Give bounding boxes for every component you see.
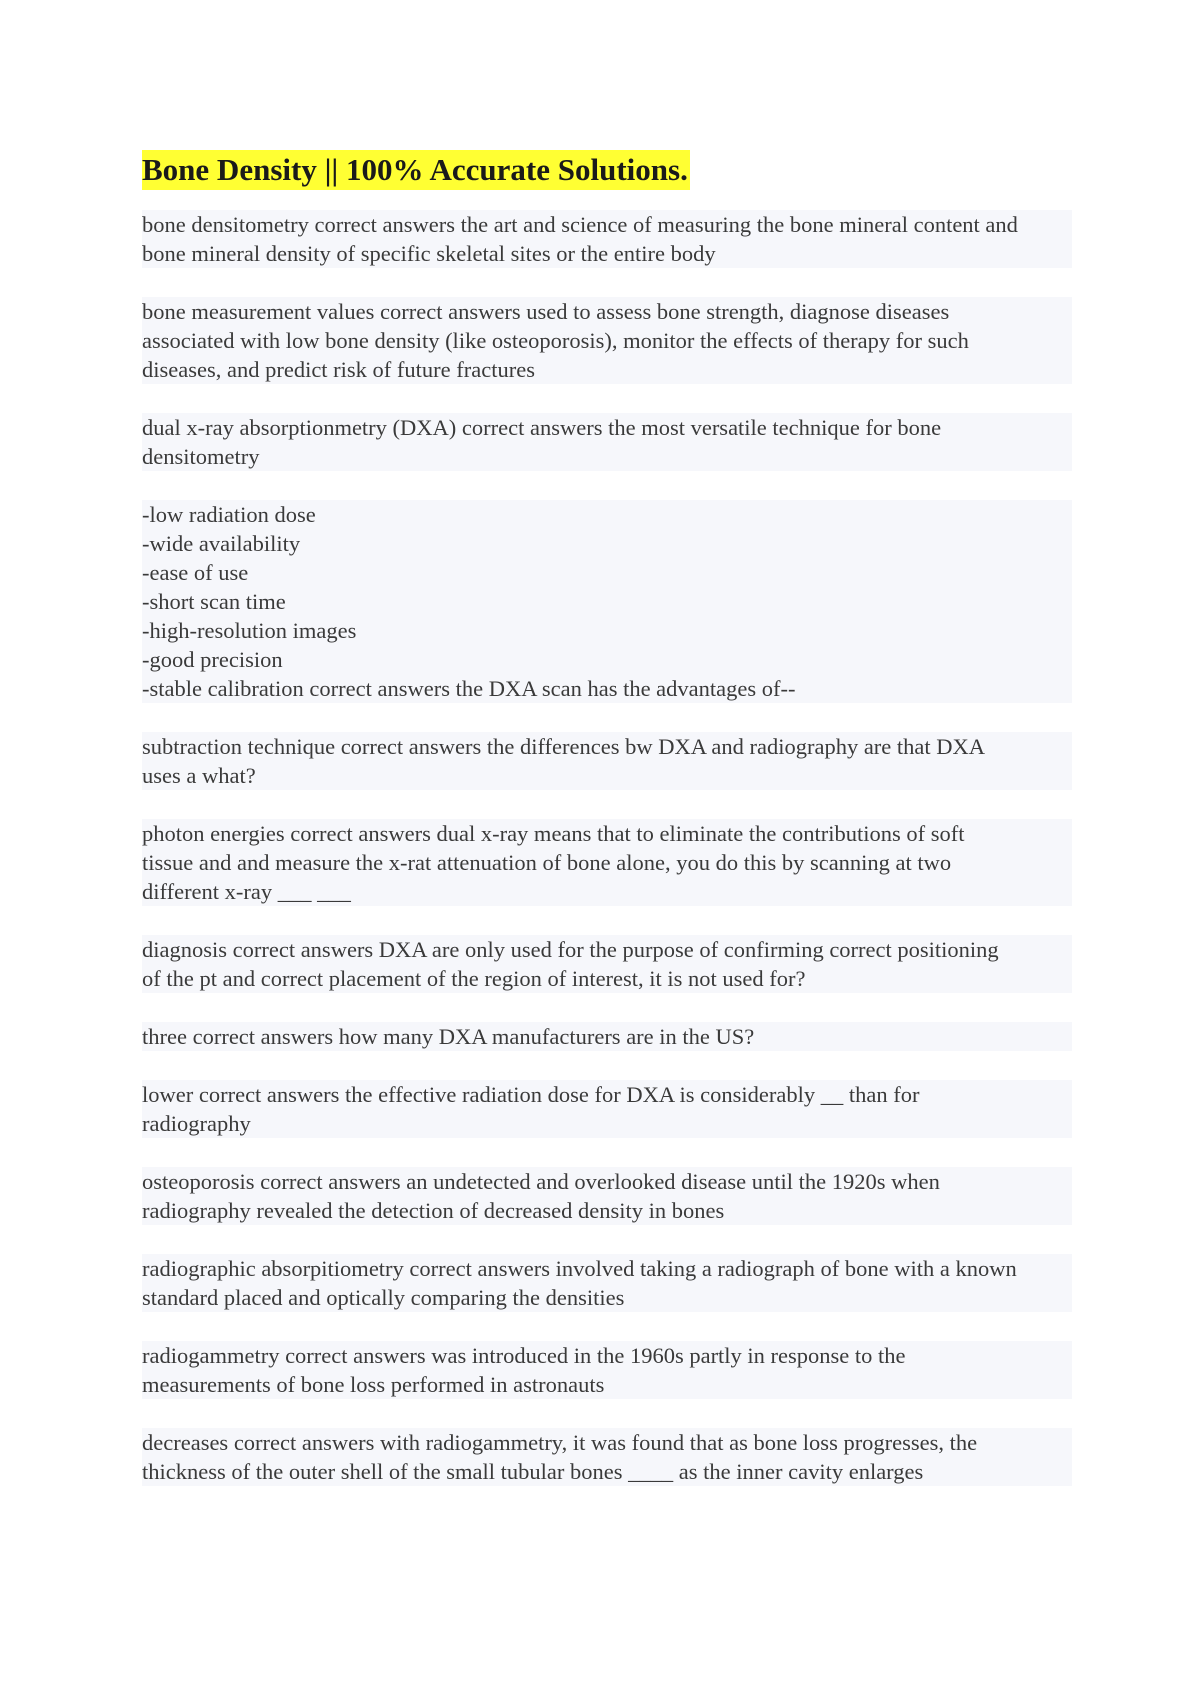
qa-entry [142,1341,1072,1399]
entry-line: bone measurement values correct answers used to assess bone strength, diagnose diseases [142,299,950,324]
list-item: -high-resolution images [142,618,357,643]
entry-line: radiogammetry correct answers was introduced in the 1960s partly in response to the [142,1343,906,1368]
qa-entry [142,819,1072,906]
list-item: -stable calibration correct answers the DXA scan has the advantages of-- [142,676,796,701]
document-page [142,150,1072,1515]
entry-line: thickness of the outer shell of the small tubular bones ____ as the inner cavity enlarges [142,1459,924,1484]
entry-line: standard placed and optically comparing the densities [142,1285,625,1310]
list-item: -short scan time [142,589,286,614]
list-item: -good precision [142,647,283,672]
qa-entry [142,732,1072,790]
qa-entry [142,1428,1072,1486]
entry-line: associated with low bone density (like osteoporosis), monitor the effects of therapy for such [142,328,969,353]
entry-line: uses a what? [142,763,256,788]
entry-line: subtraction technique correct answers the differences bw DXA and radiography are that DXA [142,734,986,759]
list-item: -low radiation dose [142,502,316,527]
entry-line: radiography [142,1111,251,1136]
qa-entry [142,413,1072,471]
list-item: -wide availability [142,531,301,556]
entry-line: osteoporosis correct answers an undetected and overlooked disease until the 1920s when [142,1169,940,1194]
entry-line: densitometry [142,444,260,469]
list-item: -ease of use [142,560,249,585]
qa-entry [142,935,1072,993]
entry-line: diagnosis correct answers DXA are only used for the purpose of confirming correct positioning [142,937,999,962]
entry-line: three correct answers how many DXA manufacturers are in the US? [142,1024,755,1049]
entry-line: tissue and and measure the x-rat attenuation of bone alone, you do this by scanning at two [142,850,952,875]
qa-entry [142,1254,1072,1312]
entry-line: dual x-ray absorptionmetry (DXA) correct answers the most versatile technique for bone [142,415,942,440]
entry-line: lower correct answers the effective radiation dose for DXA is considerably __ than for [142,1082,920,1107]
entry-line: of the pt and correct placement of the region of interest, it is not used for? [142,966,806,991]
qa-entry [142,297,1072,384]
qa-entry [142,1022,1072,1051]
entry-line: radiographic absorpitiometry correct answers involved taking a radiograph of bone with a known [142,1256,1017,1281]
entry-line: decreases correct answers with radiogammetry, it was found that as bone loss progresses, the [142,1430,978,1455]
entry-line: bone mineral density of specific skeletal sites or the entire body [142,241,716,266]
qa-entry [142,210,1072,268]
entry-line: different x-ray ___ ___ [142,879,351,904]
qa-entry [142,1080,1072,1138]
document-title: Bone Density || 100% Accurate Solutions. [142,150,690,190]
entry-line: photon energies correct answers dual x-ray means that to eliminate the contributions of soft [142,821,965,846]
entry-line: measurements of bone loss performed in astronauts [142,1372,605,1397]
entry-line: bone densitometry correct answers the art and science of measuring the bone mineral content and [142,212,1018,237]
qa-entry [142,1167,1072,1225]
entry-line: radiography revealed the detection of decreased density in bones [142,1198,725,1223]
qa-entry-advantages-list [142,500,1072,703]
entry-line: diseases, and predict risk of future fractures [142,357,535,382]
